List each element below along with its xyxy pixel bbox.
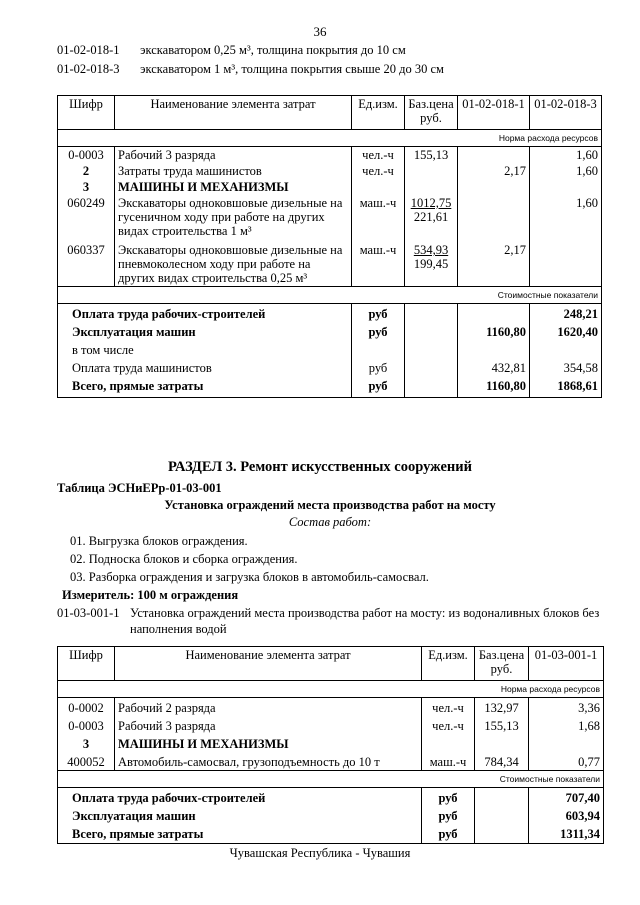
work-title: Установка ограждений места производства работ на мосту [164,498,496,512]
cost-row: Эксплуатация машин руб 1160,80 1620,40 [58,322,602,340]
header-code: Шифр [58,96,115,130]
work-description [57,605,617,637]
resource-table-2 [57,646,604,844]
header-name: Наименование элемента затрат [115,96,352,130]
header-line-text: экскаватором 0,25 м³, толщина покрытия до 10 см [140,43,406,57]
header-line-text: экскаватором 1 м³, толщина покрытия свыше 20 до 30 см [140,62,444,76]
cost-row: Оплата труда рабочих-строителей руб 707,40 [58,788,604,807]
price-wage: 199,45 [413,257,449,271]
cost-row: Оплата труда машинистов руб 432,81 354,58 [58,358,602,376]
work-step: 01. Выгрузка блоков ограждения. [70,534,248,548]
band-norms: Норма расхода ресурсов [58,130,602,147]
header-code: Шифр [58,647,115,681]
table-row: 060249 Экскаваторы одноковшовые дизельные на гусеничном ходу при работе на других видах строительства 1 м³ маш.-ч 1012,75 221,61 1,60 [58,195,602,239]
header-price: Баз.цена руб. [475,647,529,681]
section-title: РАЗДЕЛ 3. Ремонт искусственных сооружений [167,459,472,475]
table-header-row [58,647,604,681]
table-row: 0-0002 Рабочий 2 разряда чел.-ч 132,97 3,36 [58,698,604,717]
table-name: Таблица ЭСНиЕРр-01-03-001 [57,481,222,495]
table-row: 0-0003 Рабочий 3 разряда чел.-ч 155,13 1,60 [58,147,602,164]
cost-row: Эксплуатация машин руб 603,94 [58,806,604,824]
meter: Измеритель: 100 м ограждения [62,588,239,602]
cost-row: Всего, прямые затраты руб 1160,80 1868,61 [58,376,602,398]
band-costs: Стоимостные показатели [58,287,602,304]
work-step: 02. Подноска блоков и сборка ограждения. [70,552,298,566]
band-norms: Норма расхода ресурсов [58,681,604,698]
header-unit: Ед.изм. [422,647,475,681]
cost-row: Оплата труда рабочих-строителей руб 248,21 [58,304,602,323]
header-line [57,62,444,77]
table-row: 3 МАШИНЫ И МЕХАНИЗМЫ [58,734,604,752]
header-price: Баз.цена руб. [405,96,458,130]
header-unit: Ед.изм. [352,96,405,130]
table-row: 3 МАШИНЫ И МЕХАНИЗМЫ [58,179,602,195]
page-number: 36 [313,24,327,39]
header-col2: 01-02-018-3 [530,96,602,130]
table-row: 060337 Экскаваторы одноковшовые дизельные на пневмоколесном ходу при работе на других видах строительства 0,25 м³ маш.-ч 534,93 199,45 2,17 [58,239,602,287]
footer: Чувашская Республика - Чувашия [229,846,411,860]
header-line [57,43,406,58]
table-row: 400052 Автомобиль-самосвал, грузоподъемность до 10 т маш.-ч 784,34 0,77 [58,752,604,771]
table-row: 2 Затраты труда машинистов чел.-ч 2,17 1,60 [58,163,602,179]
resource-table-1 [57,95,602,398]
work-code: 01-03-001-1 [57,606,120,620]
header-name: Наименование элемента затрат [115,647,422,681]
work-step: 03. Разборка ограждения и загрузка блоков в автомобиль-самосвал. [70,570,429,584]
header-col1: 01-02-018-1 [458,96,530,130]
price-wage: 221,61 [413,210,449,224]
band-costs: Стоимостные показатели [58,771,604,788]
header-line-code: 01-02-018-3 [57,62,120,76]
table-header-row [58,96,602,130]
work-text: Установка ограждений места производства работ на мосту: из водоналивных блоков без наполнения водой [130,606,600,636]
cost-row: в том числе [58,340,602,358]
price-total: 534,93 [413,243,449,257]
cost-row: Всего, прямые затраты руб 1311,34 [58,824,604,844]
price-total: 1012,75 [410,196,452,210]
composition-title: Состав работ: [288,515,372,529]
header-col1: 01-03-001-1 [529,647,604,681]
table-row: 0-0003 Рабочий 3 разряда чел.-ч 155,13 1,68 [58,716,604,734]
header-line-code: 01-02-018-1 [57,43,120,57]
